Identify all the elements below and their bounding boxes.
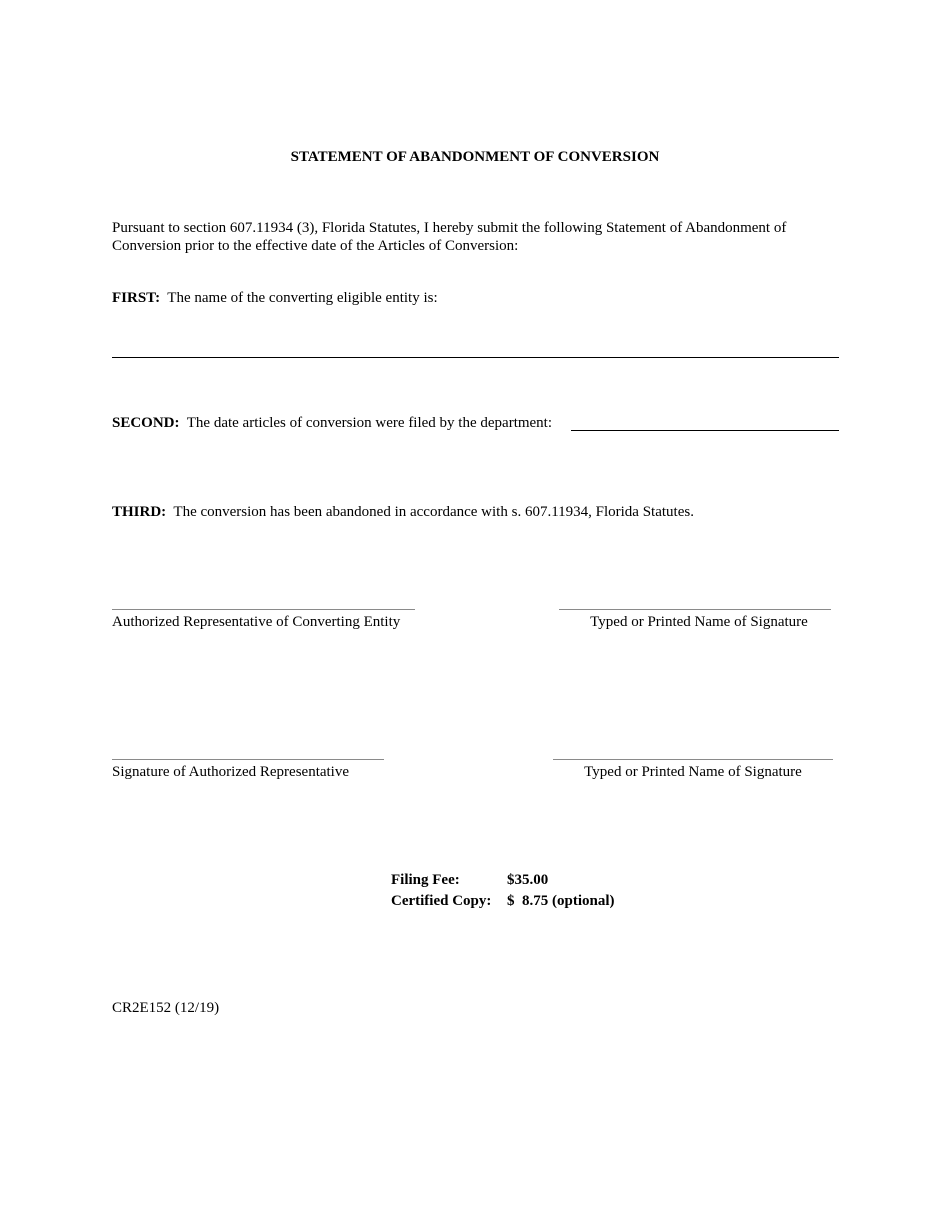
authorized-rep-entity-line[interactable]: [112, 609, 415, 610]
authorized-rep-entity-label: Authorized Representative of Converting Entity: [112, 614, 401, 630]
intro-paragraph: [112, 219, 832, 255]
second-label: SECOND:: [112, 415, 180, 431]
first-clause: [112, 289, 438, 307]
document-title: STATEMENT OF ABANDONMENT OF CONVERSION: [290, 149, 660, 165]
filing-fee-label: Filing Fee:: [391, 872, 460, 888]
filing-fee-value: $35.00: [507, 872, 549, 888]
third-text: The conversion has been abandoned in accordance with s. 607.11934, Florida Statutes.: [173, 504, 694, 520]
certified-copy-value: $ 8.75 (optional): [507, 893, 615, 909]
certified-copy-label: Certified Copy:: [391, 893, 492, 909]
signature-line[interactable]: [112, 759, 384, 760]
third-label: THIRD:: [112, 504, 167, 520]
entity-name-field[interactable]: [112, 357, 839, 358]
first-label: FIRST:: [112, 290, 161, 306]
first-text: The name of the converting eligible entity is:: [167, 290, 438, 306]
intro-line-2: Conversion prior to the effective date of the Articles of Conversion:: [112, 238, 519, 254]
typed-name-line-1[interactable]: [559, 609, 831, 610]
typed-name-label-1: Typed or Printed Name of Signature: [590, 614, 808, 630]
signature-label: Signature of Authorized Representative: [112, 764, 350, 780]
form-code: CR2E152 (12/19): [112, 1000, 220, 1016]
intro-line-1: Pursuant to section 607.11934 (3), Florida Statutes, I hereby submit the following Statement of Abandonment of: [112, 220, 787, 236]
second-text: The date articles of conversion were filed by the department:: [186, 415, 553, 431]
third-clause: [112, 503, 694, 521]
filing-date-field[interactable]: [571, 430, 839, 431]
typed-name-label-2: Typed or Printed Name of Signature: [584, 764, 802, 780]
second-clause: [112, 414, 552, 432]
typed-name-line-2[interactable]: [553, 759, 833, 760]
